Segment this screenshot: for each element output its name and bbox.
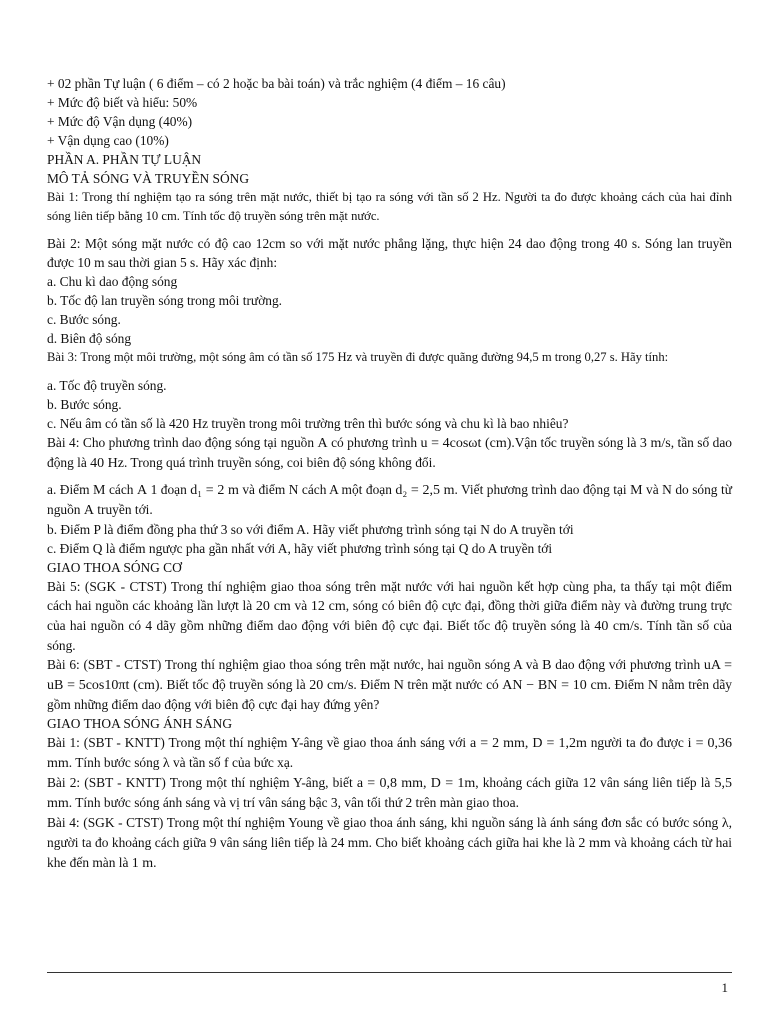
header-line-1: + 02 phần Tự luận ( 6 điểm – có 2 hoặc ba bài toán) và trắc nghiệm (4 điểm – 16 câu): [47, 76, 506, 91]
section-heading-light-interference: GIAO THOA SÓNG ÁNH SÁNG: [47, 715, 232, 731]
problem-4-c: c. Điểm Q là điểm ngược pha gần nhất với A, hãy viết phương trình sóng tại Q do A truyền tới: [47, 540, 553, 556]
problem-3-b: b. Bước sóng.: [47, 396, 122, 412]
problem-4-b: b. Điểm P là điểm đồng pha thứ 3 so với điểm A. Hãy viết phương trình sóng tại N do A truyền tới: [47, 521, 574, 537]
part-a-heading: PHẦN A. PHẦN TỰ LUẬN: [47, 152, 202, 167]
header-line-4: + Vận dụng cao (10%): [47, 133, 169, 148]
problem-2-b: b. Tốc độ lan truyền sóng trong môi trường.: [47, 293, 283, 308]
problem-4: Bài 4: Cho phương trình dao động sóng tại nguồn A có phương trình u = 4cosωt (cm).Vận tốc truyền sóng là 3 m/s, tần số dao động là 40 Hz. Trong quá trình truyền sóng, coi biên độ sóng không đổi.: [47, 434, 732, 471]
problem-3-a: a. Tốc độ truyền sóng.: [47, 377, 167, 393]
problem-2: Bài 2: Một sóng mặt nước có độ cao 12cm so với mặt nước phẳng lặng, thực hiện 24 dao động trong 40 s. Sóng lan truyền được 10 m sau thời gian 5 s. Hãy xác định:: [47, 236, 732, 270]
math-wave-equation: u = 4cosωt (cm): [420, 435, 512, 451]
problem-2-d: d. Biên độ sóng: [47, 331, 132, 346]
light-problem-2: Bài 2: (SBT - KNTT) Trong một thí nghiệm Y-âng, biết a = 0,8 mm, D = 1m, khoảng cách giữa 12 vân sáng liên tiếp là 5,5 mm. Tính bước sóng ánh sáng và vị trí vân sáng bậc 3, vân tối thứ 2 trên màn giao thoa.: [47, 774, 732, 811]
light-problem-1: Bài 1: (SBT - KNTT) Trong một thí nghiệm Y-âng về giao thoa ánh sáng với a = 2 mm, D = 1,2m người ta đo được i = 0,36 mm. Tính bước sóng λ và tần số f của bức xạ.: [47, 734, 732, 771]
problem-6: Bài 6: (SBT - CTST) Trong thí nghiệm giao thoa sóng trên mặt nước, hai nguồn sóng A và B dao động với phương trình uA = uB = 5cos10πt (cm). Biết tốc độ truyền sóng là 20 cm/s. Điểm N trên mặt nước có AN − BN = 10 cm. Điểm N nằm trên dãy gồm những điểm dao động với biên độ cực đại hay đứng yên?: [47, 656, 733, 712]
problem-3-c: c. Nếu âm có tần số là 420 Hz truyền trong môi trường trên thì bước sóng và chu kì là bao nhiêu?: [47, 415, 569, 431]
header-line-3: + Mức độ Vận dụng (40%): [47, 114, 193, 129]
section-heading-mechanical-interference: GIAO THOA SÓNG CƠ: [47, 559, 182, 575]
document-body: [47, 74, 732, 873]
math-source-equation: uA = uB = 5cos10πt (cm): [47, 657, 733, 693]
footer-divider: [47, 972, 732, 973]
light-problem-4: Bài 4: (SGK - CTST) Trong một thí nghiệm Young về giao thoa ánh sáng, khi nguồn sáng là ánh sáng đơn sắc có bước sóng λ, người ta đo khoảng cách giữa 9 vân sáng liên tiếp là 24 mm. Cho biết khoảng cách giữa hai khe là 2 mm và khoảng cách từ hai khe đến màn là 1 m.: [47, 814, 732, 871]
math-source-a: A: [317, 435, 328, 451]
problem-4-a: a. Điểm M cách A 1 đoạn d₁ = 2 m và điểm N cách A một đoạn d₂ = 2,5 m. Viết phương trình dao động tại M và N do sóng từ nguồn A truyền tới.: [47, 481, 732, 518]
math-velocity: 3 m/s: [639, 435, 671, 451]
math-frequency: 40 Hz: [90, 455, 124, 471]
problem-1: Bài 1: Trong thí nghiệm tạo ra sóng trên mặt nước, thiết bị tạo ra sóng với tần số 2 Hz. Người ta đo được khoảng cách của hai đỉnh sóng liên tiếp bằng 10 cm. Tính tốc độ truyền sóng trên mặt nước.: [47, 190, 732, 223]
problem-2-c: c. Bước sóng.: [47, 312, 121, 327]
header-line-2: + Mức độ biết và hiểu: 50%: [47, 95, 198, 110]
math-d1: d₁ = 2 m: [190, 482, 239, 498]
section-heading-waves: MÔ TẢ SÓNG VÀ TRUYỀN SÓNG: [47, 171, 249, 186]
problem-3: Bài 3: Trong một môi trường, một sóng âm có tần số 175 Hz và truyền đi được quãng đường 94,5 m trong 0,27 s. Hãy tính:: [47, 350, 669, 364]
problem-2-a: a. Chu kì dao động sóng: [47, 274, 178, 289]
page-number: 1: [721, 980, 728, 995]
math-d2: d₂ = 2,5 m: [395, 482, 455, 498]
problem-5: Bài 5: (SGK - CTST) Trong thí nghiệm giao thoa sóng trên mặt nước với hai nguồn kết hợp cùng pha, ta thấy tại một điểm cách hai nguồn các khoảng lần lượt là 20 cm và 12 cm, sóng có biên độ cực đại, đồng thời giữa điểm này và đường trung trực của hai nguồn có 4 dãy gồm những điểm dao động với biên độ cực đại. Biết tốc độ truyền sóng là 40 cm/s. Tính tần số của sóng.: [47, 578, 732, 653]
